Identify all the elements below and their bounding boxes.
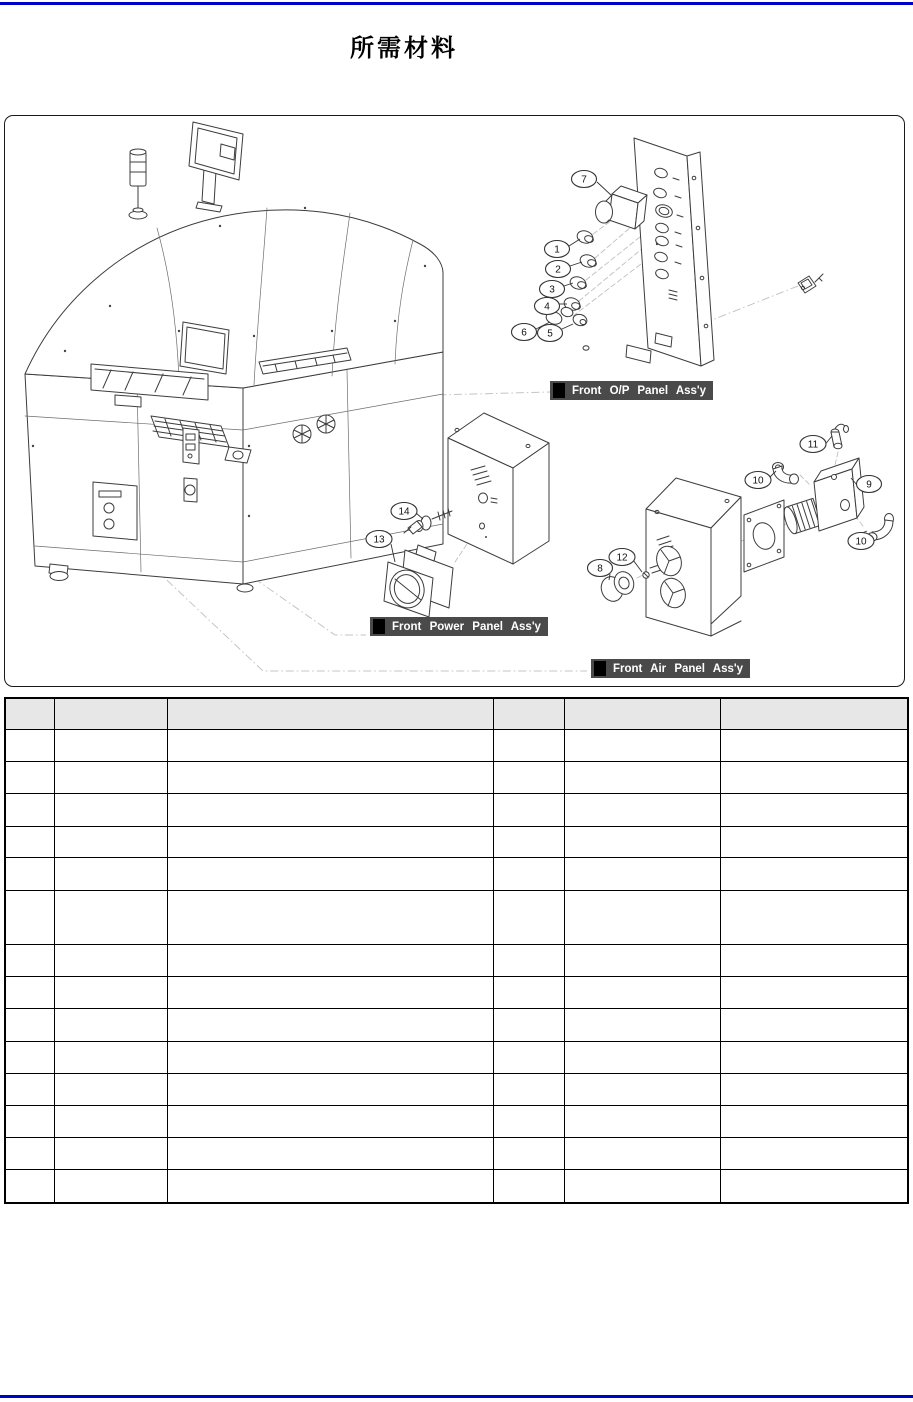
svg-text:10: 10 xyxy=(752,475,764,487)
table-cell xyxy=(720,794,908,827)
column-header xyxy=(564,698,720,730)
table-cell xyxy=(5,1138,54,1170)
table-cell xyxy=(564,827,720,858)
table-cell xyxy=(720,1138,908,1170)
materials-table xyxy=(4,697,909,1204)
table-row xyxy=(5,762,908,794)
table-cell xyxy=(167,827,493,858)
table-cell xyxy=(54,730,167,762)
air-panel-label xyxy=(591,659,750,678)
table-cell xyxy=(167,945,493,977)
table-cell xyxy=(493,858,564,891)
table-cell xyxy=(564,1106,720,1138)
table-row xyxy=(5,794,908,827)
power-panel-label xyxy=(370,617,548,636)
table-cell xyxy=(720,1074,908,1106)
main-switch-block xyxy=(596,186,648,229)
balloon-7 xyxy=(572,171,613,197)
table-cell xyxy=(5,858,54,891)
column-header xyxy=(167,698,493,730)
balloon-10a xyxy=(745,471,776,489)
table-cell xyxy=(167,794,493,827)
table-cell xyxy=(167,977,493,1009)
table-cell xyxy=(564,762,720,794)
table-row xyxy=(5,977,908,1009)
table-cell xyxy=(720,730,908,762)
table-row xyxy=(5,1074,908,1106)
table-cell xyxy=(564,1170,720,1203)
front-touchscreen xyxy=(180,322,229,374)
table-header-row xyxy=(5,698,908,730)
table-cell xyxy=(564,1138,720,1170)
table-cell xyxy=(5,730,54,762)
materials-table-head xyxy=(5,698,908,730)
table-cell xyxy=(493,1074,564,1106)
table-cell xyxy=(493,1106,564,1138)
table-row xyxy=(5,827,908,858)
column-header xyxy=(5,698,54,730)
table-cell xyxy=(167,858,493,891)
table-cell xyxy=(5,1170,54,1203)
table-row xyxy=(5,891,908,945)
svg-text:5: 5 xyxy=(547,328,553,340)
table-cell xyxy=(167,1170,493,1203)
table-row xyxy=(5,1138,908,1170)
balloon-3 xyxy=(540,281,574,298)
machine-drawing xyxy=(25,122,443,592)
table-cell xyxy=(167,1009,493,1042)
table-cell xyxy=(493,1138,564,1170)
table-cell xyxy=(5,794,54,827)
svg-text:14: 14 xyxy=(398,506,410,518)
table-row xyxy=(5,730,908,762)
svg-text:13: 13 xyxy=(373,534,385,546)
balloon-1 xyxy=(545,239,581,258)
table-cell xyxy=(5,827,54,858)
signal-tower xyxy=(129,149,147,219)
table-cell xyxy=(564,891,720,945)
monitor xyxy=(189,122,243,212)
table-cell xyxy=(54,977,167,1009)
table-cell xyxy=(54,794,167,827)
table-row xyxy=(5,945,908,977)
column-header xyxy=(493,698,564,730)
table-cell xyxy=(493,977,564,1009)
materials-table-body xyxy=(5,730,908,1203)
label-marker-icon xyxy=(553,383,565,398)
table-cell xyxy=(167,891,493,945)
table-cell xyxy=(54,1042,167,1074)
table-cell xyxy=(720,827,908,858)
table-cell xyxy=(5,891,54,945)
table-cell xyxy=(54,1138,167,1170)
diagram-frame xyxy=(4,115,905,687)
key-part xyxy=(798,274,823,293)
table-cell xyxy=(167,1138,493,1170)
table-cell xyxy=(564,858,720,891)
table-cell xyxy=(720,977,908,1009)
table-cell xyxy=(720,1106,908,1138)
column-header xyxy=(54,698,167,730)
table-cell xyxy=(493,1009,564,1042)
table-cell xyxy=(5,1074,54,1106)
air-regulator xyxy=(782,458,864,535)
table-cell xyxy=(54,1170,167,1203)
table-cell xyxy=(493,945,564,977)
table-cell xyxy=(54,858,167,891)
page-title: 所需材料 xyxy=(350,34,458,62)
table-cell xyxy=(54,1106,167,1138)
power-connector-part xyxy=(384,545,453,617)
table-cell xyxy=(54,945,167,977)
svg-text:2: 2 xyxy=(555,264,561,276)
table-cell xyxy=(167,1074,493,1106)
table-cell xyxy=(54,762,167,794)
column-header xyxy=(720,698,908,730)
power-panel-label-text: Front Power Panel Ass'y xyxy=(392,620,541,633)
balloon-5 xyxy=(538,324,574,342)
screw-part xyxy=(643,572,649,578)
table-cell xyxy=(167,1042,493,1074)
balloon-2 xyxy=(546,261,583,278)
svg-text:1: 1 xyxy=(554,244,560,256)
table-cell xyxy=(5,1042,54,1074)
bottom-rule xyxy=(0,1395,913,1398)
table-cell xyxy=(54,1009,167,1042)
op-panel-label-text: Front O/P Panel Ass'y xyxy=(572,384,707,397)
table-cell xyxy=(720,1009,908,1042)
table-cell xyxy=(493,891,564,945)
table-row xyxy=(5,1042,908,1074)
table-cell xyxy=(564,1074,720,1106)
svg-text:4: 4 xyxy=(544,301,550,313)
table-cell xyxy=(564,730,720,762)
label-marker-icon xyxy=(373,619,385,634)
table-row xyxy=(5,1170,908,1203)
table-row xyxy=(5,858,908,891)
side-connector-panel xyxy=(93,482,137,540)
table-cell xyxy=(564,977,720,1009)
balloon-11 xyxy=(800,436,832,453)
table-cell xyxy=(564,1009,720,1042)
table-cell xyxy=(720,858,908,891)
table-cell xyxy=(564,945,720,977)
assembly-diagram xyxy=(5,116,904,686)
label-marker-icon xyxy=(594,661,606,676)
table-cell xyxy=(493,730,564,762)
air-panel-label-text: Front Air Panel Ass'y xyxy=(613,662,743,675)
svg-text:7: 7 xyxy=(581,174,587,186)
table-cell xyxy=(5,1009,54,1042)
svg-text:10: 10 xyxy=(855,536,867,548)
table-cell xyxy=(167,762,493,794)
table-cell xyxy=(564,1042,720,1074)
balloon-12 xyxy=(609,549,642,573)
svg-text:3: 3 xyxy=(549,284,555,296)
table-cell xyxy=(564,794,720,827)
table-cell xyxy=(5,945,54,977)
table-cell xyxy=(54,827,167,858)
table-cell xyxy=(493,1170,564,1203)
table-cell xyxy=(720,762,908,794)
gasket-plate xyxy=(744,500,784,572)
air-panel-assembly xyxy=(598,424,894,636)
svg-text:9: 9 xyxy=(866,479,872,491)
table-cell xyxy=(493,1042,564,1074)
svg-text:12: 12 xyxy=(616,552,628,564)
svg-text:11: 11 xyxy=(807,439,819,451)
table-cell xyxy=(54,891,167,945)
table-cell xyxy=(5,977,54,1009)
table-cell xyxy=(493,827,564,858)
top-rule xyxy=(0,2,913,5)
table-cell xyxy=(54,1074,167,1106)
table-cell xyxy=(493,762,564,794)
op-panel-label xyxy=(550,381,713,400)
table-cell xyxy=(720,1170,908,1203)
table-cell xyxy=(167,1106,493,1138)
table-cell xyxy=(493,794,564,827)
table-row xyxy=(5,1009,908,1042)
table-cell xyxy=(5,1106,54,1138)
table-cell xyxy=(5,762,54,794)
svg-text:6: 6 xyxy=(521,327,527,339)
table-row xyxy=(5,1106,908,1138)
table-cell xyxy=(720,945,908,977)
table-cell xyxy=(720,1042,908,1074)
table-cell xyxy=(167,730,493,762)
svg-text:8: 8 xyxy=(597,563,603,575)
table-cell xyxy=(720,891,908,945)
